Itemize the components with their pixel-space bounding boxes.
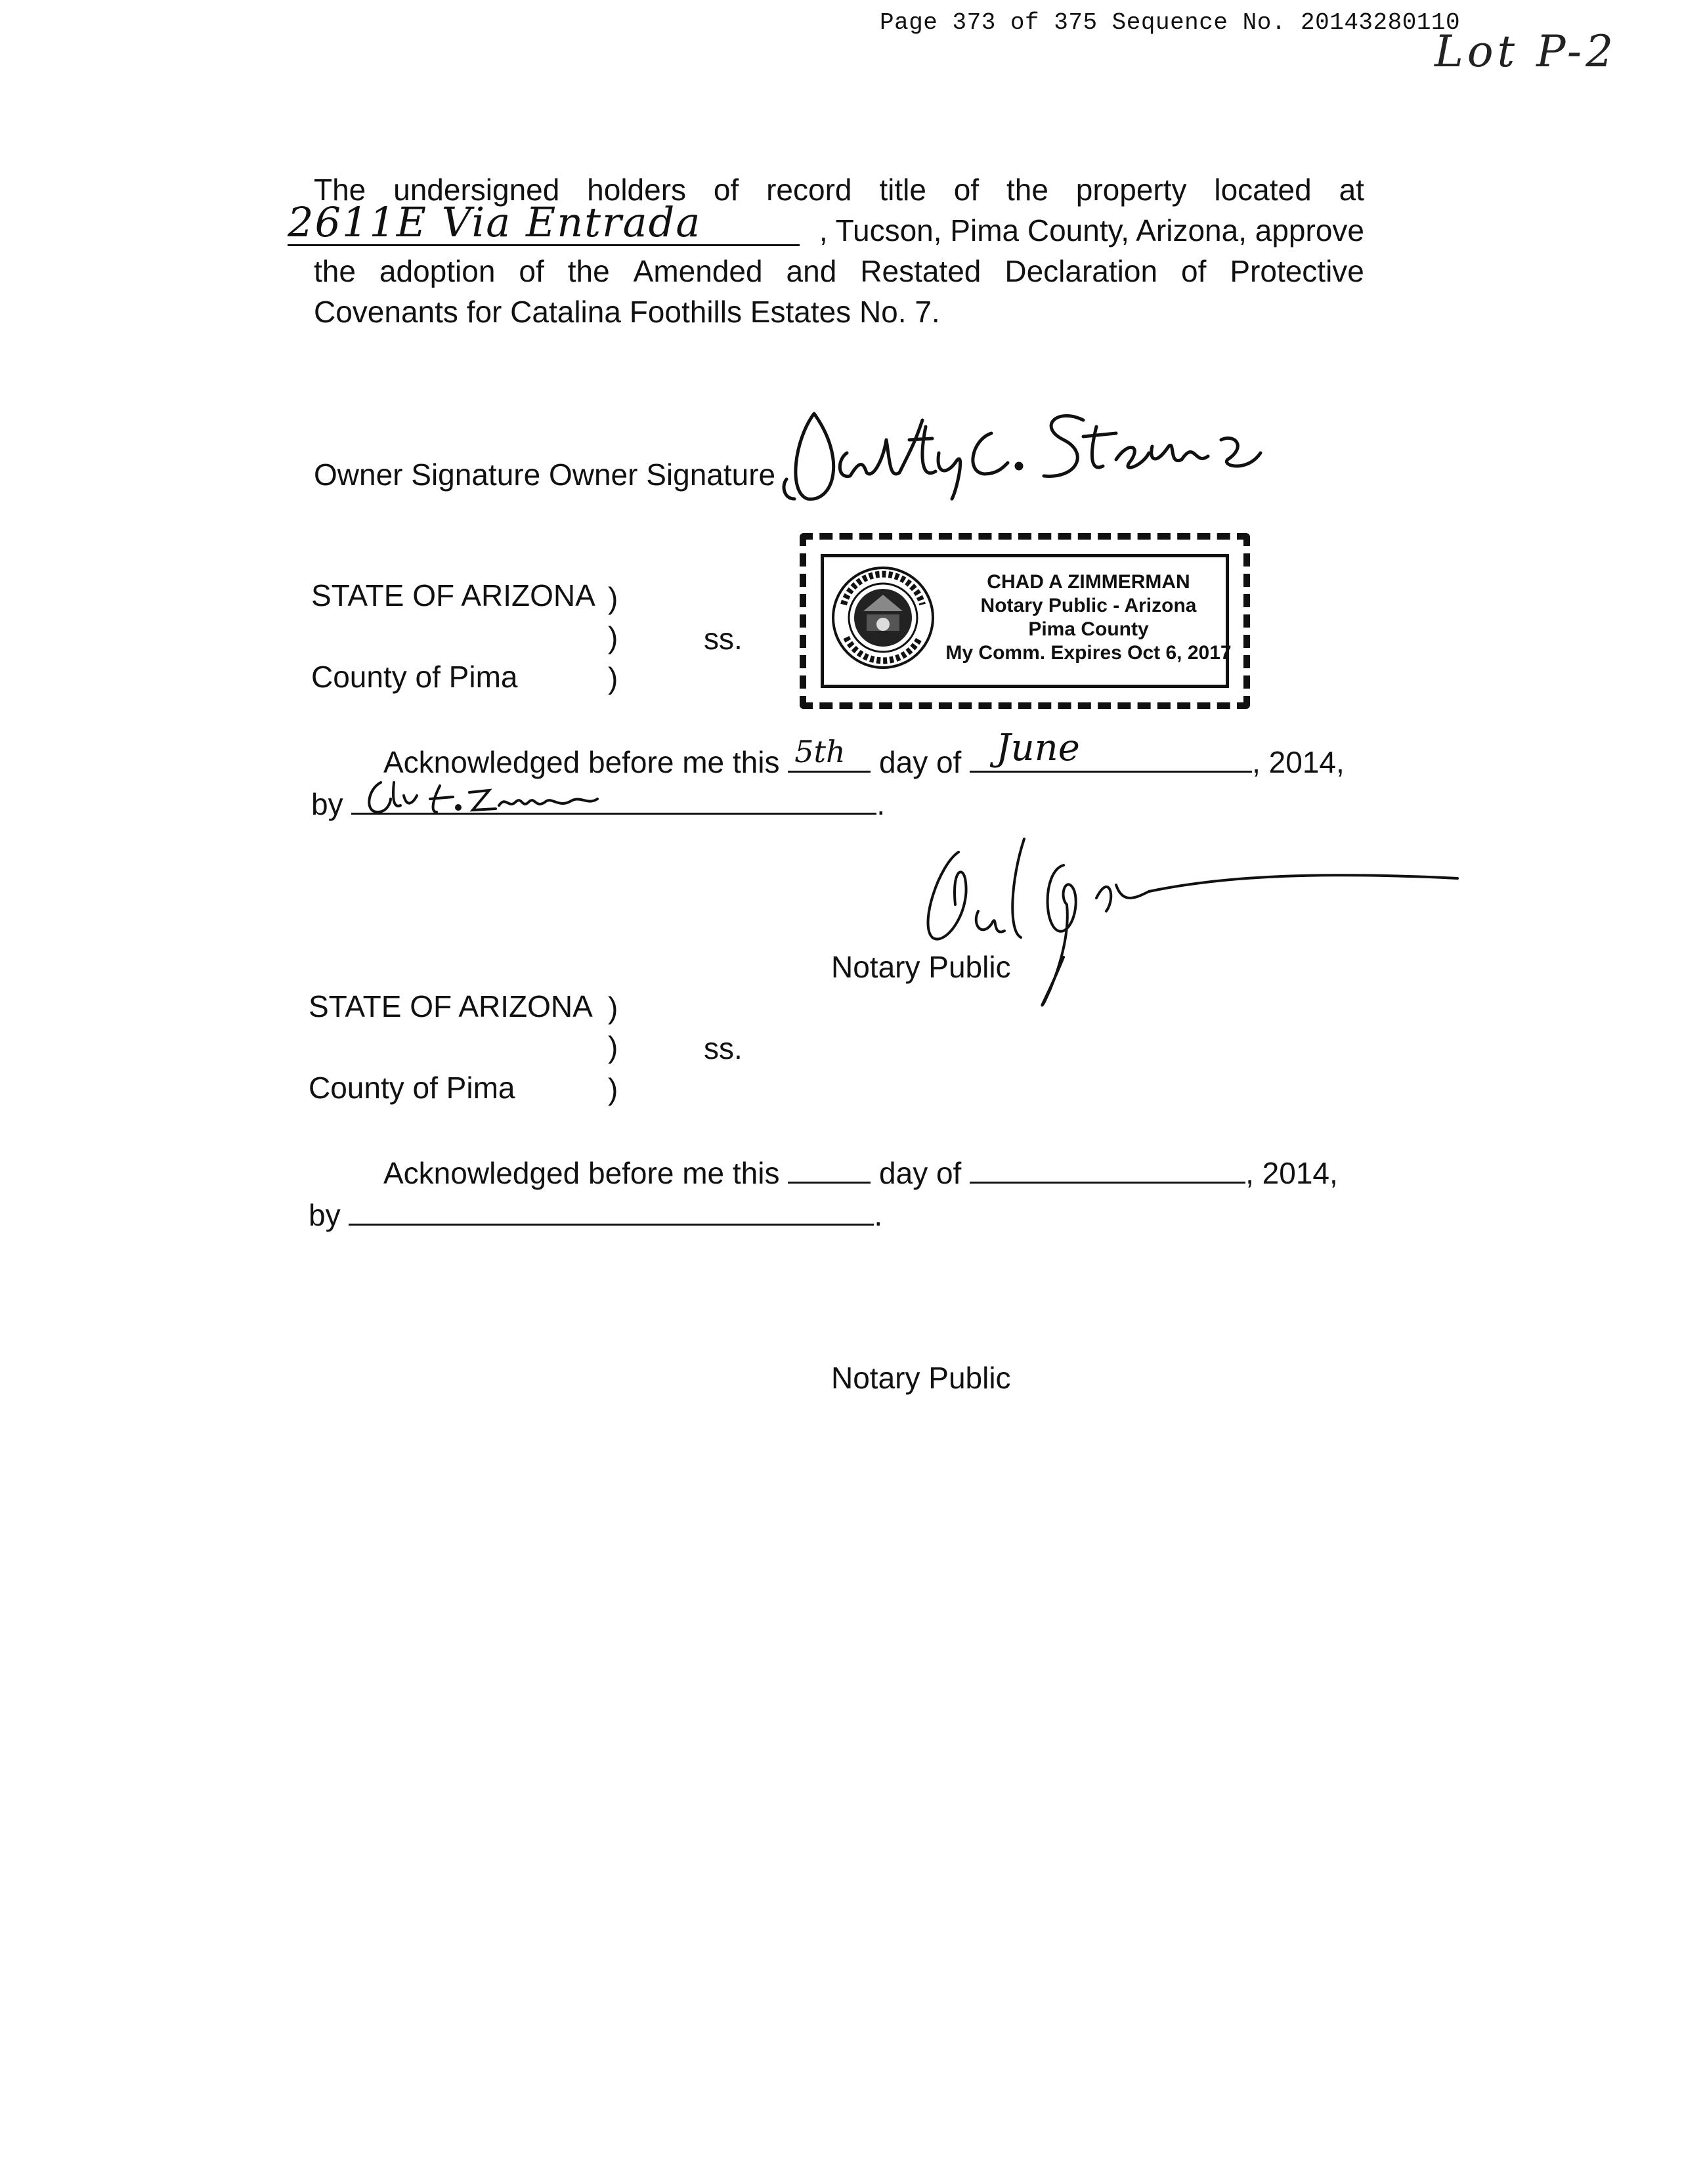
word: record: [766, 173, 852, 207]
ss-label-1: ss.: [704, 622, 743, 656]
word: the: [314, 254, 356, 288]
month-blank: [970, 727, 1252, 773]
word: of: [1181, 254, 1207, 288]
word: property: [1075, 173, 1187, 207]
stamp-text: [941, 570, 1236, 665]
stamp-notary-title: Notary Public - Arizona: [980, 595, 1197, 616]
day-blank: [788, 734, 871, 773]
month-blank: [970, 1150, 1245, 1184]
by-text: by: [309, 1198, 341, 1232]
county-label-2: County of Pima: [309, 1071, 515, 1105]
stamp-notary-name: CHAD A ZIMMERMAN: [987, 571, 1190, 593]
word: at: [1339, 173, 1364, 207]
by-line-2: [309, 1192, 882, 1233]
ack-text: Acknowledged before me this: [383, 1156, 780, 1190]
approval-paragraph: [288, 169, 1364, 332]
approval-line-3: [314, 251, 1364, 291]
word: adoption: [379, 254, 496, 288]
paren: ): [608, 1030, 618, 1064]
word: undersigned: [393, 173, 560, 207]
month-handwritten: June: [996, 727, 1080, 769]
day-blank: [788, 1150, 871, 1184]
notary-public-label-2: Notary Public: [831, 1361, 1011, 1395]
stamp-county: Pima County: [1028, 618, 1149, 640]
by-blank: [349, 1192, 874, 1226]
approval-line-4: Covenants for Catalina Foothills Estates No. 7.: [314, 295, 940, 329]
paren: ): [608, 661, 618, 695]
period: .: [876, 787, 886, 821]
word: of: [713, 173, 739, 207]
state-label-1: STATE OF ARIZONA: [311, 578, 595, 612]
word: located: [1214, 173, 1312, 207]
word: of: [519, 254, 544, 288]
page-sequence-header: Page 373 of 375 Sequence No. 20143280110: [880, 9, 1461, 36]
owner-signature-label: Owner Signature Owner Signature: [314, 458, 776, 492]
word: title: [879, 173, 926, 207]
day-of-text: day of: [879, 1156, 962, 1190]
word: Declaration: [1004, 254, 1158, 288]
paren: ): [608, 620, 618, 654]
owner-signature: [775, 400, 1274, 512]
paren: ): [608, 581, 618, 615]
word: The: [314, 173, 366, 207]
notary-signature: [899, 826, 1464, 1016]
year-text: , 2014,: [1245, 1156, 1338, 1190]
address-handwritten: 2611E Via Entrada: [288, 198, 702, 246]
year-text: , 2014,: [1252, 745, 1345, 779]
word: the: [567, 254, 610, 288]
stamp-border: [821, 554, 1232, 688]
day-of-text: day of: [879, 745, 962, 779]
word: of: [953, 173, 980, 207]
state-seal-icon: [830, 565, 936, 670]
day-handwritten: 5th: [794, 734, 846, 769]
period: .: [874, 1198, 883, 1232]
word: Restated: [860, 254, 981, 288]
word: Protective: [1230, 254, 1364, 288]
stamp-expiration: My Comm. Expires Oct 6, 2017: [945, 642, 1232, 664]
notary-public-label-1: Notary Public: [831, 950, 1011, 984]
notary-stamp: [800, 533, 1250, 709]
word: Amended: [633, 254, 763, 288]
paren: ): [608, 991, 618, 1025]
lot-note: Lot P-2: [1434, 26, 1618, 77]
county-label-1: County of Pima: [311, 660, 518, 694]
word: holders: [587, 173, 687, 207]
approval-line-2-text: , Tucson, Pima County, Arizona, approve: [819, 213, 1364, 247]
acknowledger-signature: [355, 776, 657, 822]
word: and: [786, 254, 837, 288]
state-label-2: STATE OF ARIZONA: [309, 989, 593, 1023]
ack-text: Acknowledged before me this: [383, 745, 780, 779]
approval-line-2: [288, 198, 1364, 251]
ss-label-2: ss.: [704, 1031, 743, 1065]
acknowledgment-line-2: [383, 1150, 1338, 1191]
paren: ): [608, 1072, 618, 1106]
address-field: [288, 198, 800, 246]
acknowledgment-line-1: [383, 727, 1345, 780]
by-text: by: [311, 787, 343, 821]
word: the: [1006, 173, 1048, 207]
